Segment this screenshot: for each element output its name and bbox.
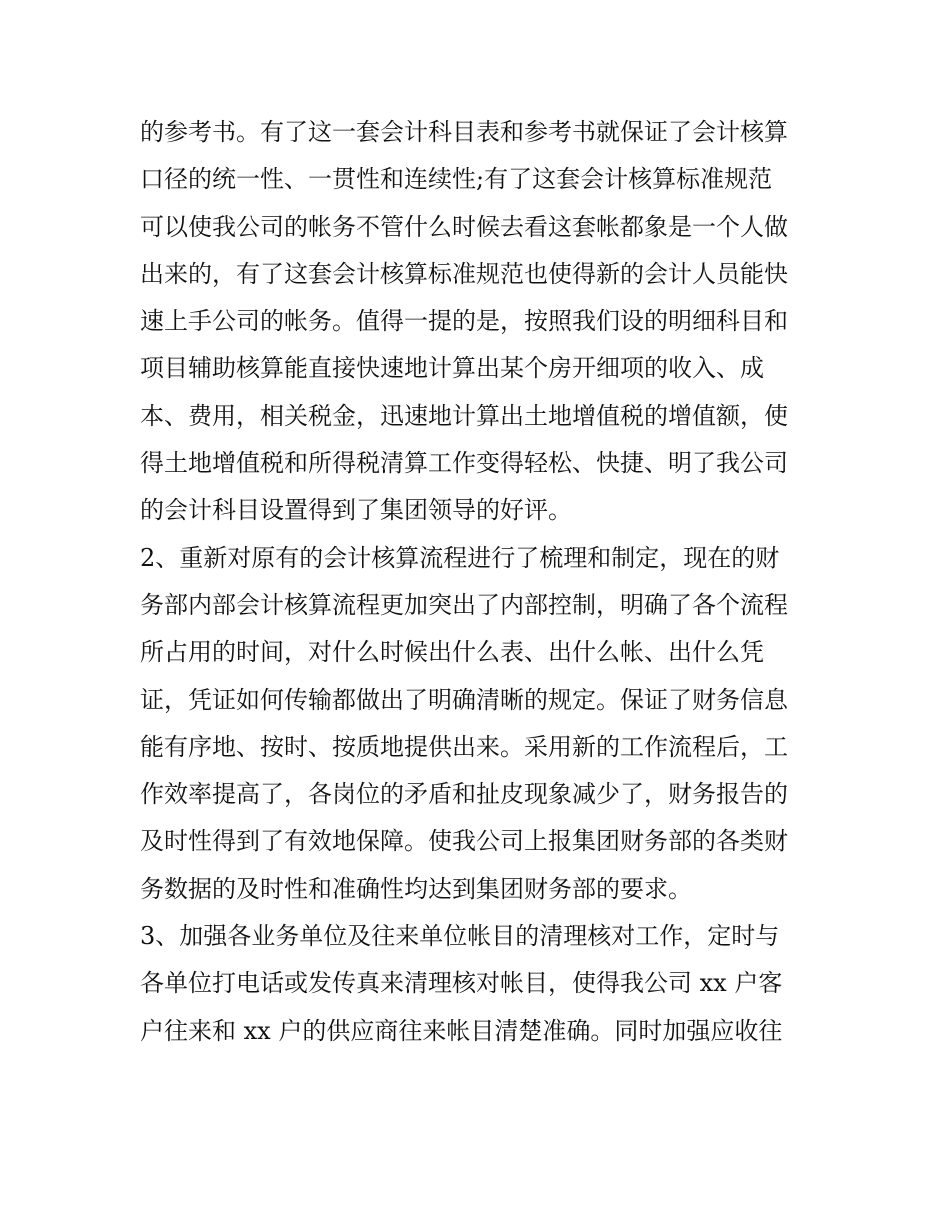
text-line: 出来的，有了这套会计核算标准规范也使得新的会计人员能快: [140, 259, 788, 288]
text-line: 3、加强各业务单位及往来单位帐目的清理核对工作，定时与: [140, 922, 780, 951]
text-line: 所占用的时间，对什么时候出什么表、出什么帐、出什么凭: [140, 638, 764, 667]
text-line: 及时性得到了有效地保障。使我公司上报集团财务部的各类财: [140, 827, 788, 856]
text-line: 的参考书。有了这一套会计科目表和参考书就保证了会计核算: [140, 118, 788, 146]
text-line: 能有序地、按时、按质地提供出来。采用新的工作流程后，工: [140, 732, 788, 761]
text-line: 务数据的及时性和准确性均达到集团财务部的要求。: [140, 874, 692, 903]
text-line: 本、费用，相关税金，迅速地计算出土地增值税的增值额，使: [140, 401, 788, 430]
body-text: [140, 109, 820, 1055]
text-line: 户往来和 xx 户的供应商往来帐目清楚准确。同时加强应收往: [140, 1016, 783, 1045]
text-line: 作效率提高了，各岗位的矛盾和扯皮现象减少了，财务报告的: [140, 780, 788, 809]
text-line: 证，凭证如何传输都做出了明确清晰的规定。保证了财务信息: [140, 685, 788, 714]
text-line: 口径的统一性、一贯性和连续性;有了这套会计核算标准规范: [140, 165, 773, 194]
text-line: 项目辅助核算能直接快速地计算出某个房开细项的收入、成: [140, 354, 764, 383]
text-line: 的会计科目设置得到了集团领导的好评。: [140, 496, 572, 525]
text-line: 2、重新对原有的会计核算流程进行了梳理和制定，现在的财: [140, 543, 780, 572]
text-line: 可以使我公司的帐务不管什么时候去看这套帐都象是一个人做: [140, 212, 788, 241]
text-line: 得土地增值税和所得税清算工作变得轻松、快捷、明了我公司: [140, 449, 788, 478]
text-line: 务部内部会计核算流程更加突出了内部控制，明确了各个流程: [140, 590, 788, 619]
text-line: 速上手公司的帐务。值得一提的是，按照我们设的明细科目和: [140, 307, 788, 336]
text-line: 各单位打电话或发传真来清理核对帐目，使得我公司 xx 户客: [140, 969, 783, 998]
